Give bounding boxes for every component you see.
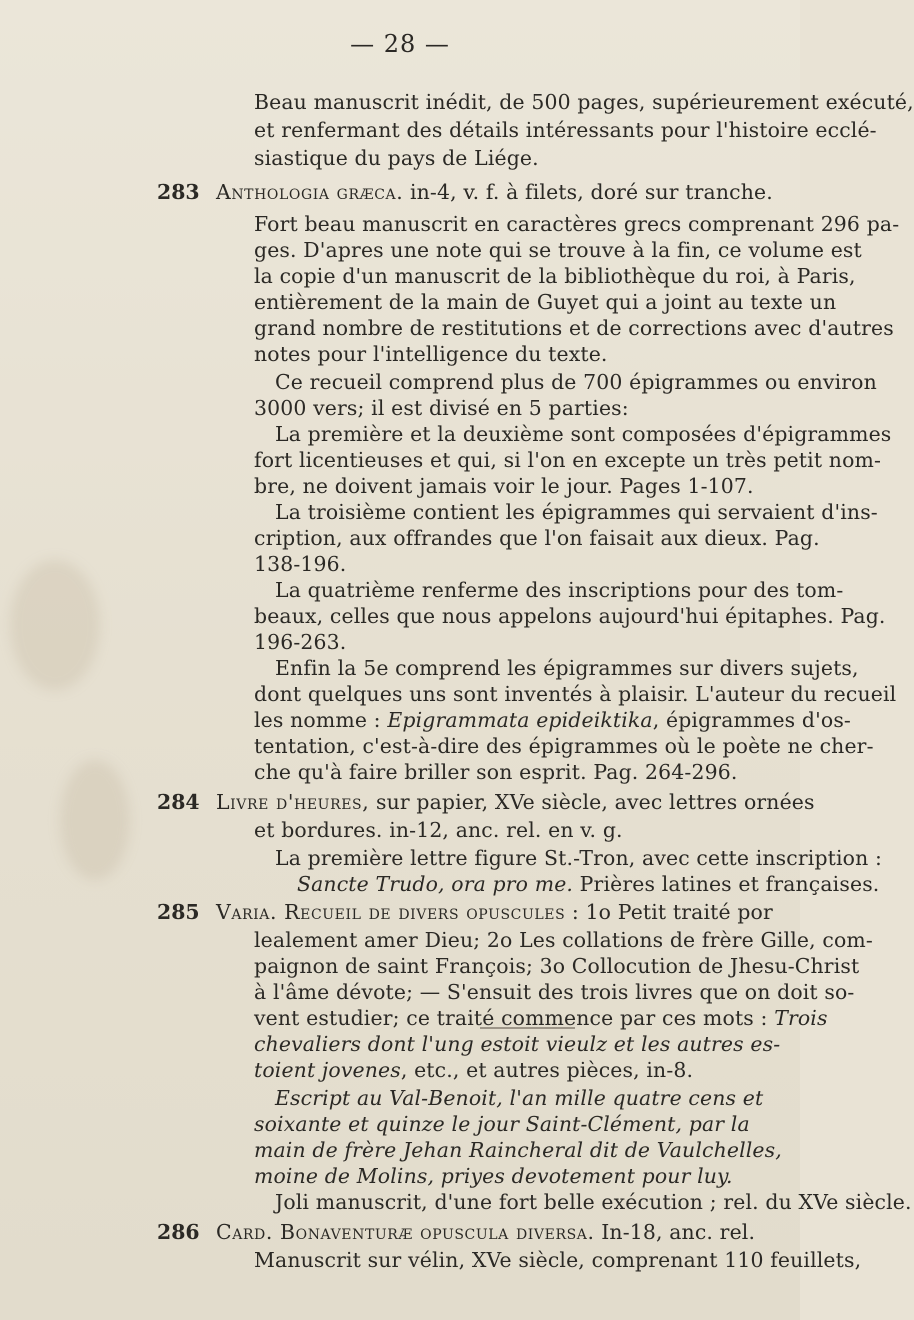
text-line xyxy=(254,706,851,734)
text-line: et bordures. in-12, anc. rel. en v. g. xyxy=(254,818,623,842)
text-line: et renfermant des détails intéressants pour l'histoire ecclé- xyxy=(254,118,877,142)
paper-stain xyxy=(10,560,100,690)
text-line: La quatrième renferme des inscriptions pour des tom- xyxy=(275,578,844,602)
text-line: entièrement de la main de Guyet qui a joint au texte un xyxy=(254,290,837,314)
entry-title: Anthologia græca. xyxy=(216,180,404,204)
text-line: La première lettre figure St.-Tron, avec cette inscription : xyxy=(275,846,883,870)
text-line: Ce recueil comprend plus de 700 épigrammes ou environ xyxy=(275,370,877,394)
entry-heading xyxy=(216,1218,755,1246)
text-line: bre, ne doivent jamais voir le jour. Pages 1-107. xyxy=(254,474,754,498)
colophon-line: main de frère Jehan Raincheral dit de Vaulchelles, xyxy=(254,1138,782,1162)
entry-description: : 1o Petit traité por xyxy=(565,900,773,924)
text-span: vent estudier; ce traité commence par ces mots : xyxy=(254,1006,768,1030)
invocation: Sancte Trudo, ora pro me. xyxy=(297,872,574,896)
text-line: la copie d'un manuscrit de la bibliothèque du roi, à Paris, xyxy=(254,264,856,288)
text-line: Manuscrit sur vélin, XVe siècle, comprenant 110 feuillets, xyxy=(254,1248,862,1272)
text-line: paignon de saint François; 3o Collocution de Jhesu-Christ xyxy=(254,954,860,978)
entry-number: 284 xyxy=(157,790,200,814)
quoted-incipit: Trois xyxy=(774,1006,828,1030)
text-line: grand nombre de restitutions et de corrections avec d'autres xyxy=(254,316,894,340)
text-line: Enfin la 5e comprend les épigrammes sur divers sujets, xyxy=(275,656,859,680)
page-number: — 28 — xyxy=(350,30,450,58)
colophon-line: moine de Molins, priyes devotement pour luy. xyxy=(254,1164,733,1188)
greek-title: Epigrammata epideiktika xyxy=(387,708,653,732)
entry-number: 285 xyxy=(157,900,200,924)
text-line: 3000 vers; il est divisé en 5 parties: xyxy=(254,396,629,420)
text-span: Prières latines et françaises. xyxy=(573,872,880,896)
entry-heading xyxy=(216,788,815,816)
text-line: che qu'à faire briller son esprit. Pag. 264-296. xyxy=(254,760,738,784)
text-line: cription, aux offrandes que l'on faisait aux dieux. Pag. xyxy=(254,526,820,550)
entry-title: Livre d'heures, xyxy=(216,790,370,814)
entry-description: sur papier, XVe siècle, avec lettres ornées xyxy=(369,790,815,814)
text-line: La première et la deuxième sont composées d'épigrammes xyxy=(275,422,892,446)
text-line: dont quelques uns sont inventés à plaisir. L'auteur du recueil xyxy=(254,682,897,706)
text-line: Fort beau manuscrit en caractères grecs comprenant 296 pa- xyxy=(254,212,900,236)
text-line: notes pour l'intelligence du texte. xyxy=(254,342,608,366)
quoted-incipit: toient jovenes xyxy=(254,1058,401,1082)
text-line: fort licentieuses et qui, si l'on en excepte un très petit nom- xyxy=(254,448,882,472)
entry-description: in-4, v. f. à filets, doré sur tranche. xyxy=(403,180,773,204)
text-line: Joli manuscrit, d'une fort belle exécution ; rel. du XVe siècle. xyxy=(275,1190,912,1214)
paper-stain xyxy=(60,760,130,880)
entry-title: Varia. Recueil de divers opuscules xyxy=(216,900,566,924)
colophon-line: soixante et quinze le jour Saint-Clément, par la xyxy=(254,1112,750,1136)
text-line xyxy=(254,1056,693,1084)
text-line: siastique du pays de Liége. xyxy=(254,146,539,170)
entry-heading xyxy=(216,178,773,206)
text-line: ges. D'apres une note qui se trouve à la fin, ce volume est xyxy=(254,238,862,262)
entry-heading xyxy=(216,898,773,926)
entry-number: 286 xyxy=(157,1220,200,1244)
text-line: 196-263. xyxy=(254,630,347,654)
text-line: lealement amer Dieu; 2o Les collations de frère Gille, com- xyxy=(254,928,873,952)
entry-title: Card. Bonaventuræ opuscula diversa. xyxy=(216,1220,595,1244)
text-line: chevaliers dont l'ung estoit vieulz et les autres es- xyxy=(254,1032,781,1056)
text-line: beaux, celles que nous appelons aujourd'hui épitaphes. Pag. xyxy=(254,604,886,628)
text-span: les nomme : xyxy=(254,708,381,732)
entry-description: In-18, anc. rel. xyxy=(594,1220,756,1244)
text-line xyxy=(297,870,879,898)
entry-number: 283 xyxy=(157,180,200,204)
colophon-line: Escript au Val-Benoit, l'an mille quatre cens et xyxy=(275,1086,764,1110)
ink-mark xyxy=(480,1027,575,1029)
text-span: , épigrammes d'os- xyxy=(652,708,851,732)
text-line: Beau manuscrit inédit, de 500 pages, supérieurement exécuté, xyxy=(254,90,914,114)
text-line: 138-196. xyxy=(254,552,347,576)
text-line: à l'âme dévote; — S'ensuit des trois livres que on doit so- xyxy=(254,980,855,1004)
text-line: La troisième contient les épigrammes qui servaient d'ins- xyxy=(275,500,878,524)
text-line: tentation, c'est-à-dire des épigrammes où le poète ne cher- xyxy=(254,734,874,758)
text-span: , etc., et autres pièces, in-8. xyxy=(400,1058,694,1082)
